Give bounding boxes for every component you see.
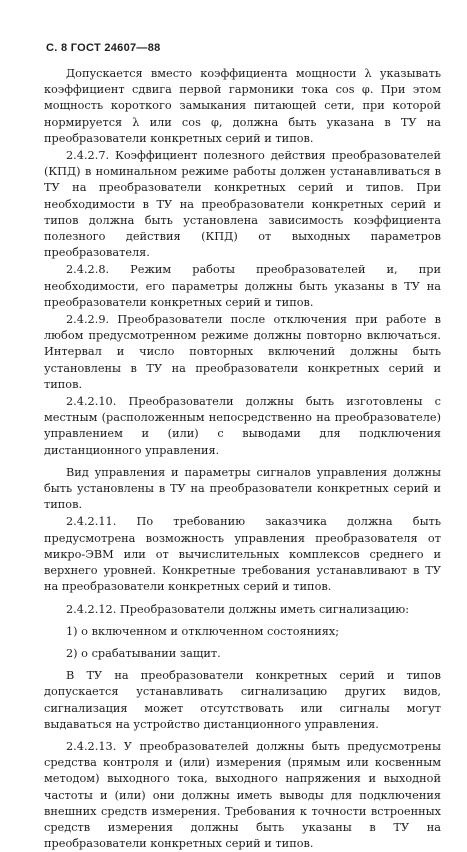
document-body [44,66,441,852]
paragraph-2-4-2-13: 2.4.2.13. У преобразователей должны быть предусмотрены средства контроля и (или) измерения (прямым или косвенным методом) выходного тока, выходного напряжения и выходной частоты и (или) они должны иметь выводы для подключения внешних средств измерения. Требования к точности встроенных средств измерения должны быть указаны в ТУ на преобразователи конкретных серий и типов. [44,739,441,851]
paragraph-power-factor: Допускается вместо коэффициента мощности λ указывать коэффициент сдвига первой гармоники тока cos φ. При этом мощность короткого замыкания питающей сети, при которой нормируется λ или cos φ, должна быть указана в ТУ на преобразователи конкретных серий и типов. [44,67,441,145]
paragraph-control-type: Вид управления и параметры сигналов управления должны быть установлены в ТУ на преобразователи конкретных серий и типов. [44,465,441,512]
paragraph-signalling: В ТУ на преобразователи конкретных серий и типов допускается устанавливать сигнализацию других видов, сигнализация может отсутствовать или сигналы могут выдаваться на устройство дистанционного управления. [44,669,441,731]
paragraph-2-4-2-7: 2.4.2.7. Коэффициент полезного действия преобразователей (КПД) в номинальном режиме работы должен устанавливаться в ТУ на преобразователи конкретных серий и типов. При необходимости в ТУ на преобразователи конкретных серий и типов должна быть установлена зависимость коэффициента полезного действия (КПД) от выходных параметров преобразователя. [44,149,441,260]
paragraph-2-4-2-10: 2.4.2.10. Преобразователи должны быть изготовлены с местным (расположенным непосредственно на преобразователе) управлением и (или) с выводами для подключения дистанционного управления. [44,395,441,457]
list-item-2: 2) о срабатывании защит. [66,646,221,660]
paragraph-2-4-2-11: 2.4.2.11. По требованию заказчика должна быть предусмотрена возможность управления преобразователя от микро-ЭВМ или от вычислительных комплексов среднего и верхнего уровней. Конкретные требования устанавливают в ТУ на преобразователи конкретных серий и типов. [44,515,441,594]
paragraph-2-4-2-8: 2.4.2.8. Режим работы преобразователей и, при необходимости, его параметры должны быть указаны в ТУ на преобразователи конкретных серий и типов. [44,263,441,309]
paragraph-2-4-2-12: 2.4.2.12. Преобразователи должны иметь сигнализацию: [66,602,410,616]
page-header: С. 8 ГОСТ 24607—88 [46,42,161,54]
paragraph-2-4-2-9: 2.4.2.9. Преобразователи после отключения при работе в любом предусмотренном режиме должны повторно включаться. Интервал и число повторных включений должны быть установлены в ТУ на преобразователи конкретных серий и типов. [44,313,441,391]
list-item-1: 1) о включенном и отключенном состояниях; [66,624,340,638]
